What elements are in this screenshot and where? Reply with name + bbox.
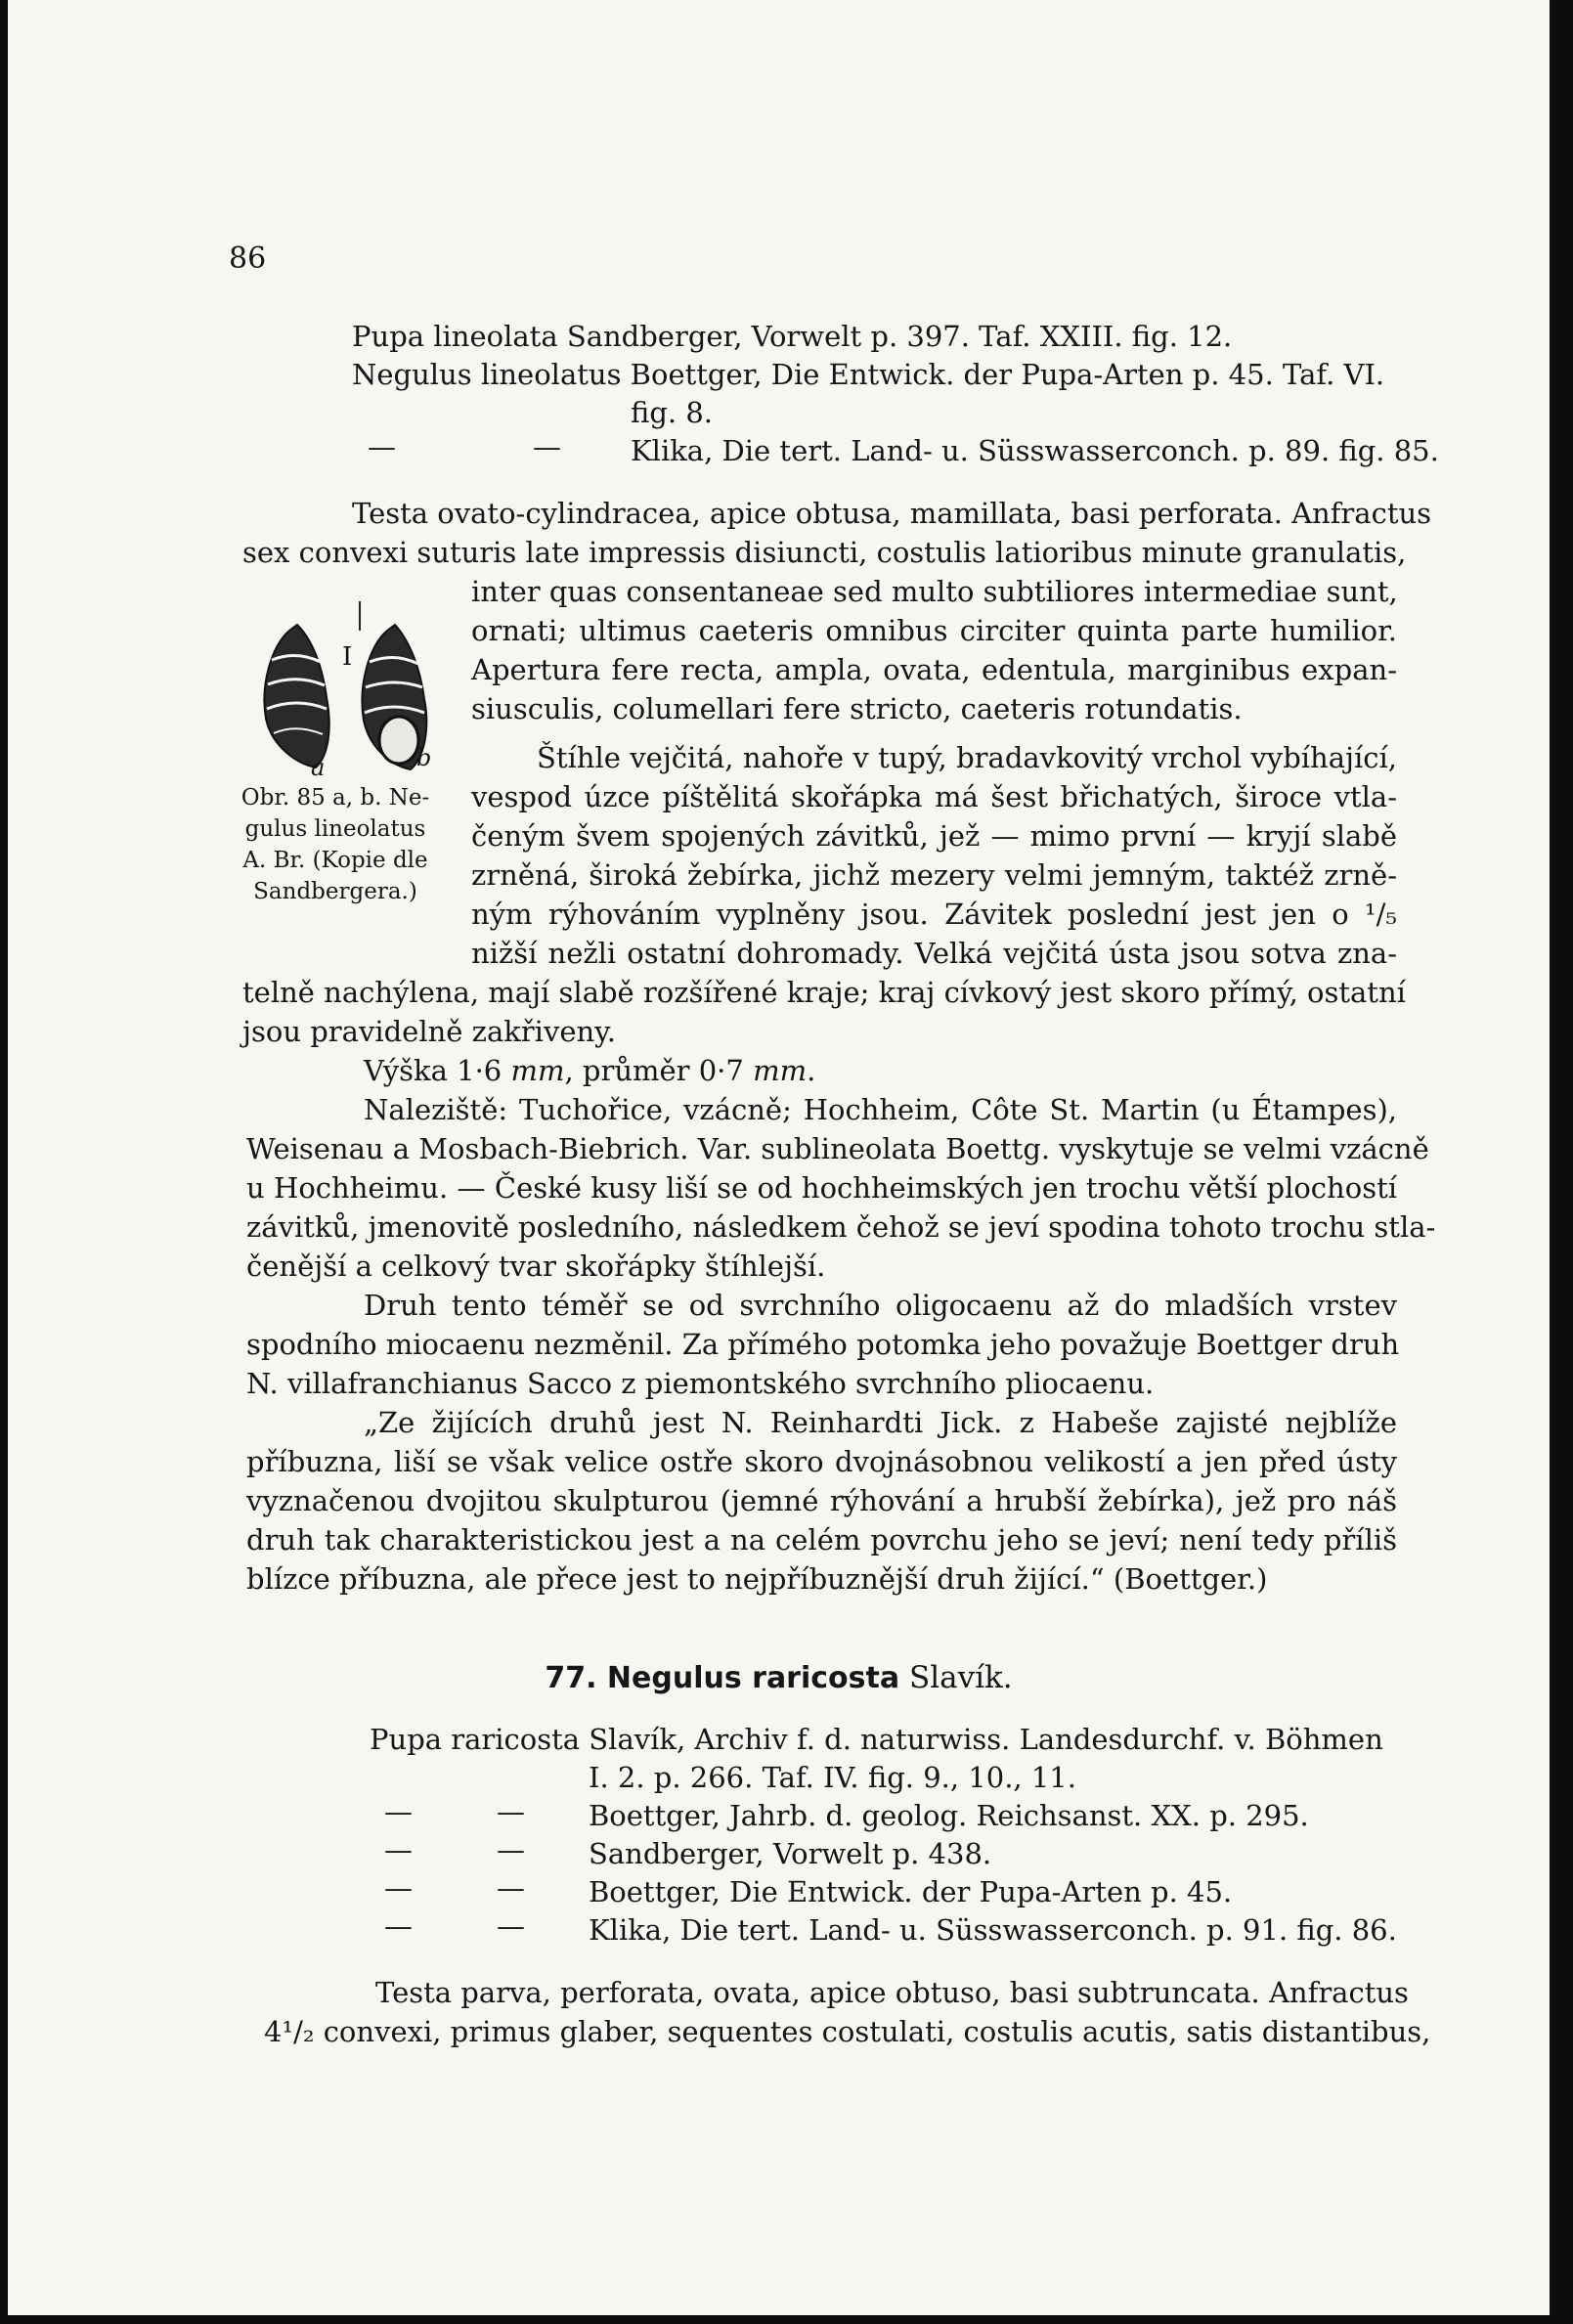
measurement-line	[364, 1051, 815, 1090]
text-line: Weisenau a Mosbach-Biebrich. Var. sublineolata Boettg. vyskytuje se velmi vzácně	[246, 1132, 1429, 1165]
text-line: Testa parva, perforata, ovata, apice obtuso, basi subtruncata. Anfractus	[375, 1976, 1409, 2009]
text-line: nižší nežli ostatní dohromady. Velká vejčitá ústa jsou sotva zna-	[471, 937, 1397, 970]
scanned-page	[8, 0, 1550, 2315]
text-line: jsou pravidelně zakřiveny.	[242, 1015, 616, 1048]
text-line: příbuzna, liší se však velice ostře skoro dvojnásobnou velikostí a jen před ústy	[246, 1445, 1397, 1478]
text-line: zrněná, široká žebírka, jichž mezery velmi jemným, taktéž zrně-	[471, 858, 1397, 892]
text-line: ným rýhováním vyplněny jsou. Závitek poslední jest jen o ¹/₅	[471, 898, 1397, 931]
text-line: blízce příbuzna, ale přece jest to nejpříbuznější druh žijící.“ (Boettger.)	[246, 1562, 1268, 1596]
figure-label-a: a	[311, 754, 326, 777]
text-line: čeným švem spojených závitků, jež — mimo první — kryjí slabě	[471, 819, 1397, 853]
text-line: ornati; ultimus caeteris omnibus circiter quinta parte humilior.	[471, 614, 1397, 647]
unit-mm: mm	[510, 1054, 565, 1087]
text-line: vyznačenou dvojitou skulpturou (jemné rýhování a hrubší žebírka), jež pro náš	[246, 1484, 1397, 1517]
text-line: Testa ovato-cylindracea, apice obtusa, mamillata, basi perforata. Anfractus	[352, 497, 1432, 530]
text-line: N. villafranchianus Sacco z piemontského svrchního pliocaenu.	[246, 1367, 1155, 1400]
ditto-dash: —	[384, 1795, 413, 1828]
figure-label-b: b	[416, 744, 432, 771]
ditto-dash: —	[384, 1909, 413, 1943]
text-line: Druh tento téměř se od svrchního oligocaenu až do mladších vrstev	[364, 1289, 1397, 1322]
text-line: sex convexi suturis late impressis disiuncti, costulis latioribus minute granulatis,	[242, 536, 1407, 569]
caption-line: A. Br. (Kopie dle	[242, 848, 428, 873]
text-line: inter quas consentaneae sed multo subtiliores intermediae sunt,	[471, 575, 1398, 608]
reference-line: Klika, Die tert. Land- u. Süsswasserconch. p. 91. fig. 86.	[589, 1913, 1397, 1947]
ditto-dash: —	[497, 1871, 525, 1905]
caption-line: Obr. 85 a, b. Ne-	[240, 785, 430, 811]
figure-caption	[231, 782, 440, 907]
reference-line: Pupa raricosta Slavík, Archiv f. d. naturwiss. Landesdurchf. v. Böhmen	[370, 1723, 1383, 1756]
text-line: 4¹/₂ convexi, primus glaber, sequentes costulati, costulis acutis, satis distantibus,	[264, 2015, 1431, 2048]
text-line: Štíhle vejčitá, nahoře v tupý, bradavkovitý vrchol vybíhající,	[537, 741, 1397, 774]
page-number: 86	[229, 241, 267, 276]
snail-shell-figure	[242, 592, 462, 777]
text-line: Apertura fere recta, ampla, ovata, edentula, marginibus expan-	[471, 653, 1397, 686]
reference-line: I. 2. p. 266. Taf. IV. fig. 9., 10., 11.	[589, 1761, 1076, 1794]
text-line: vespod úzce píštělitá skořápka má šest břichatých, široce vtla-	[471, 780, 1397, 813]
text-line: „Ze žijících druhů jest N. Reinhardti Jick. z Habeše zajisté nejblíže	[364, 1406, 1397, 1439]
reference-line: Negulus lineolatus Boettger, Die Entwick. der Pupa-Arten p. 45. Taf. VI.	[352, 358, 1385, 391]
reference-line: fig. 8.	[631, 396, 714, 429]
text-line: čenější a celkový tvar skořápky štíhlejší.	[246, 1250, 826, 1283]
text-line: druh tak charakteristickou jest a na celém povrchu jeho se jeví; není tedy příliš	[246, 1523, 1397, 1557]
section-heading	[8, 1658, 1550, 1698]
text-line: u Hochheimu. — České kusy liší se od hochheimských jen trochu větší plochostí	[246, 1171, 1397, 1205]
ditto-dash: —	[497, 1909, 525, 1943]
unit-mm: mm	[753, 1054, 808, 1087]
ditto-dash: —	[497, 1795, 525, 1828]
reference-line: Boettger, Die Entwick. der Pupa-Arten p. 45.	[589, 1875, 1233, 1908]
heading-author: Slavík.	[899, 1660, 1013, 1695]
ditto-dash: —	[384, 1833, 413, 1866]
reference-line: Klika, Die tert. Land- u. Süsswasserconch. p. 89. fig. 85.	[631, 434, 1439, 467]
reference-line: Sandberger, Vorwelt p. 438.	[589, 1837, 992, 1870]
text-line: závitků, jmenovitě posledního, následkem čehož se jeví spodina tohoto trochu stla-	[246, 1210, 1436, 1244]
reference-line: Pupa lineolata Sandberger, Vorwelt p. 397. Taf. XXIII. fig. 12.	[352, 320, 1233, 353]
measurement-text: , průměr 0·7	[564, 1054, 754, 1087]
ditto-dash: —	[384, 1871, 413, 1905]
text-line: spodního miocaenu nezměnil. Za přímého potomka jeho považuje Boettger druh	[246, 1328, 1400, 1361]
text-line: siusculis, columellari fere stricto, caeteris rotundatis.	[471, 692, 1243, 725]
ditto-dash: —	[533, 430, 561, 463]
ditto-dash: —	[368, 430, 396, 463]
reference-line: Boettger, Jahrb. d. geolog. Reichsanst. XX. p. 295.	[589, 1799, 1309, 1832]
measurement-text: Výška 1·6	[364, 1054, 511, 1087]
caption-line: gulus lineolatus	[244, 816, 426, 842]
ditto-dash: —	[497, 1833, 525, 1866]
figure-scale-label: I	[342, 642, 353, 672]
text-line: telně nachýlena, mají slabě rozšířené kraje; kraj cívkový jest skoro přímý, ostatní	[242, 976, 1406, 1009]
measurement-text: .	[807, 1054, 816, 1087]
heading-species: 77. Negulus raricosta	[545, 1661, 900, 1695]
caption-line: Sandbergera.)	[253, 879, 417, 904]
text-line: Naleziště: Tuchořice, vzácně; Hochheim, Côte St. Martin (u Étampes),	[364, 1093, 1397, 1126]
